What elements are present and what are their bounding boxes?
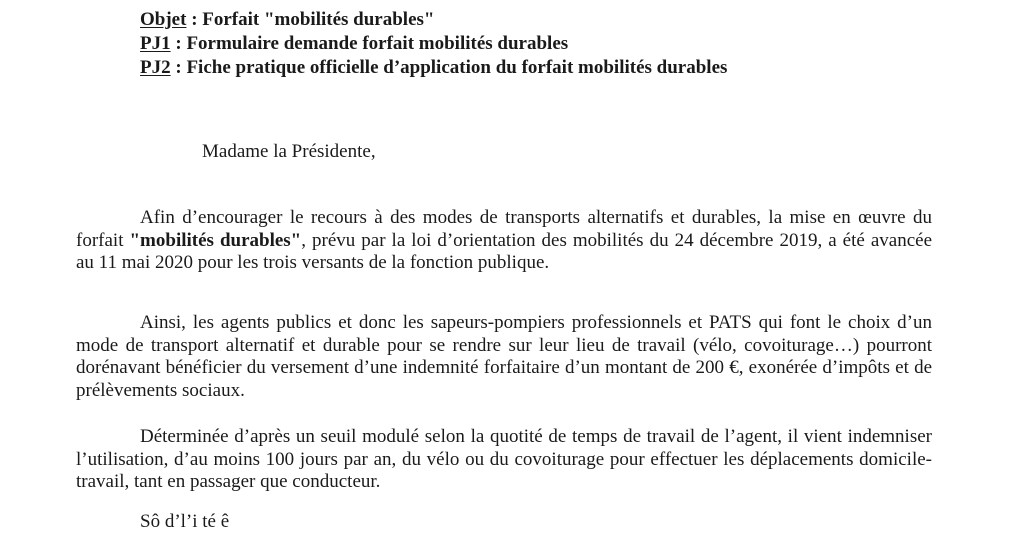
attachment-1-line <box>140 32 568 56</box>
salutation: Madame la Présidente, <box>202 141 376 162</box>
paragraph-1-bold: "mobilités durables" <box>129 229 302 251</box>
paragraph-3: Déterminée d’après un seuil modulé selon la quotité de temps de travail de l’agent, il vient indemniser l’utilisation, d’au moins 100 jours par an, du vélo ou du covoiturage pour effectuer les déplacements domicile-travail, tant en passager que conducteur. <box>76 426 932 492</box>
attachment-1-text: Formulaire demande forfait mobilités durables <box>186 33 569 54</box>
paragraph-4-partial: Sô d’l’i té ê <box>140 511 230 532</box>
subject-tag: Objet <box>140 9 187 30</box>
attachment-2-separator: : <box>170 57 187 78</box>
paragraph-1-after: , prévu par la loi d’orientation des mobilités du 24 décembre 2019, a été avancée au 11 mai 2020 pour les trois versants de la fonction publique. <box>76 229 932 273</box>
attachment-2-tag: PJ2 <box>140 57 171 78</box>
attachment-2-line <box>140 56 727 80</box>
attachment-1-tag: PJ1 <box>140 33 171 54</box>
attachment-2-text: Fiche pratique officielle d’application du forfait mobilités durables <box>186 57 728 78</box>
subject-separator: : <box>186 9 203 30</box>
attachment-1-separator: : <box>170 33 187 54</box>
paragraph-1-before: Afin d’encourager le recours à des modes de transports alternatifs et durables, la mise en œuvre du forfait <box>76 207 932 251</box>
subject-text: Forfait "mobilités durables" <box>202 9 435 30</box>
paragraph-1 <box>76 207 932 275</box>
subject-line <box>140 8 434 32</box>
paragraph-2: Ainsi, les agents publics et donc les sapeurs-pompiers professionnels et PATS qui font le choix d’un mode de transport alternatif et durable pour se rendre sur leur lieu de travail (vélo, covoiturage…) pourront dorénavant bénéficier du versement d’une indemnité forfaitaire d’un montant de 200 €, exonérée d’impôts et de prélèvements sociaux. <box>76 312 932 401</box>
